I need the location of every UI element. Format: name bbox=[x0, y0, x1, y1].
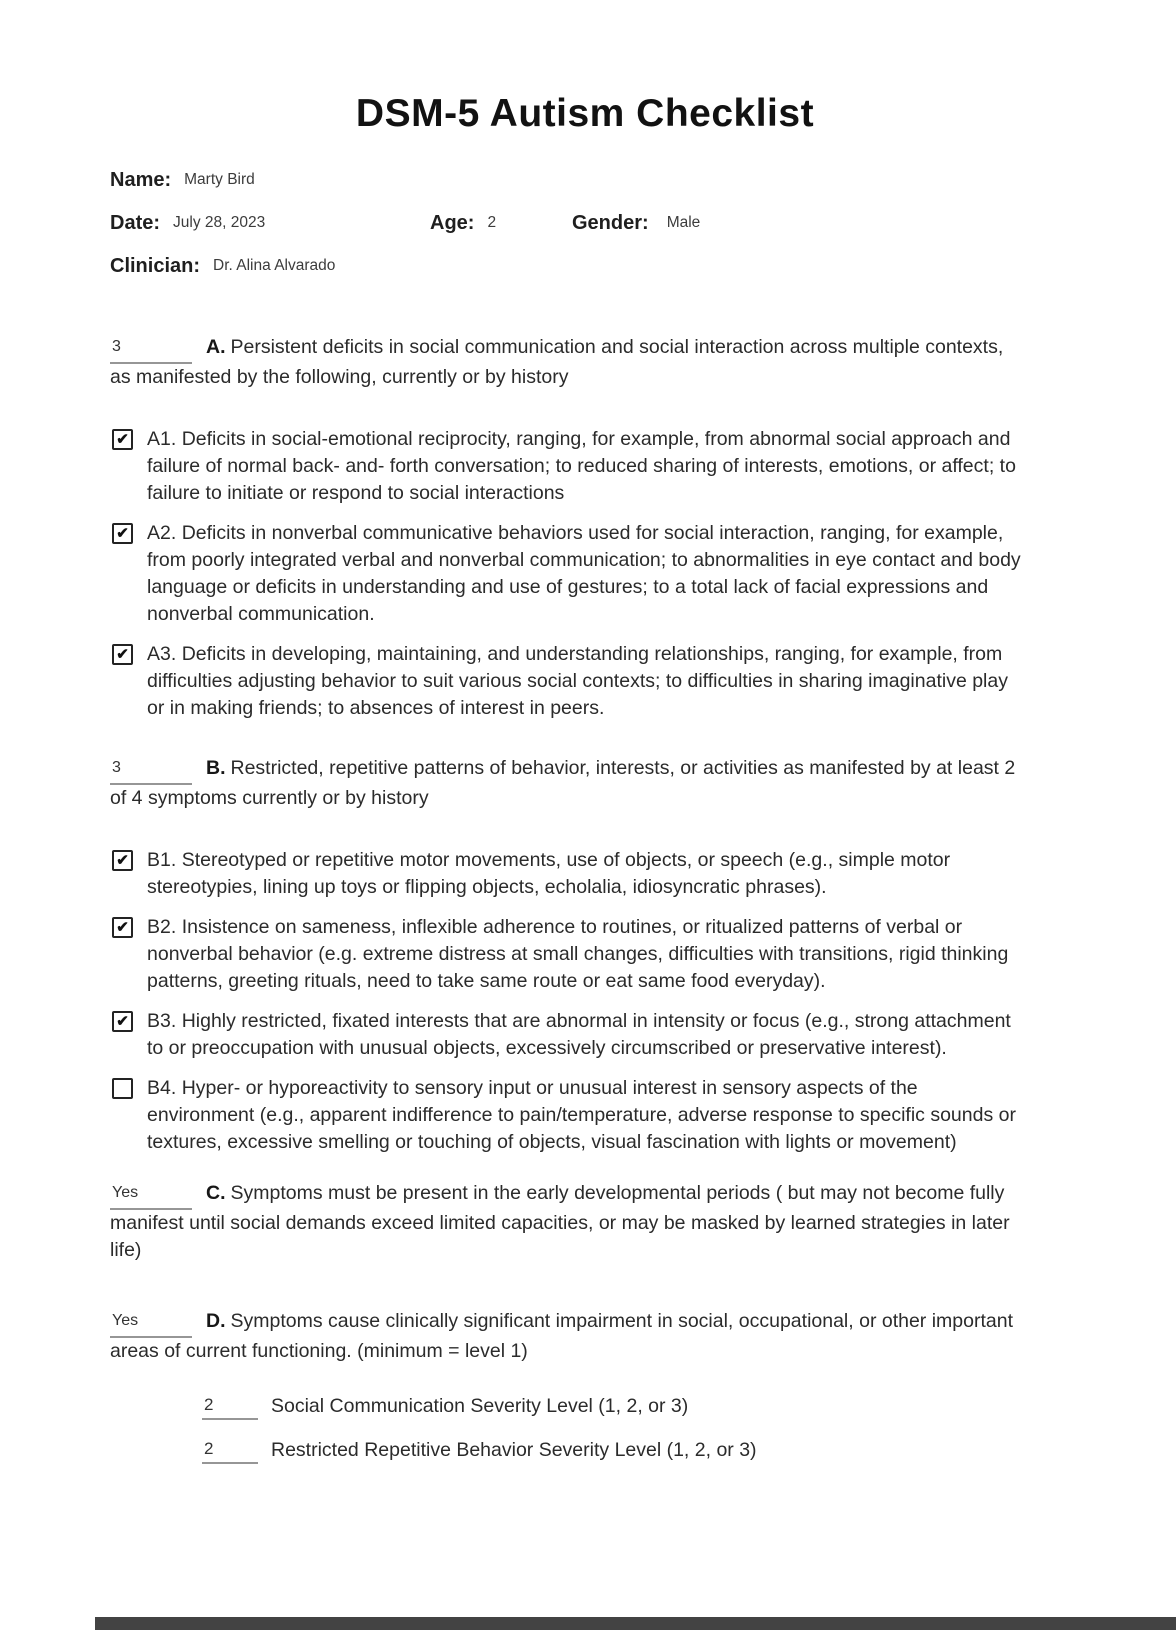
criterion-b1-id: B1. bbox=[147, 849, 177, 871]
section-d-answer: Yes bbox=[112, 1312, 139, 1329]
social-communication-severity-blank[interactable] bbox=[202, 1395, 258, 1420]
section-c-answer-blank[interactable] bbox=[110, 1180, 192, 1210]
section-a-score-blank[interactable] bbox=[110, 334, 192, 364]
section-a-heading bbox=[110, 334, 1022, 391]
clinician-row bbox=[110, 255, 1100, 278]
criterion-a1-id: A1. bbox=[147, 428, 177, 450]
gender-label: Gender: bbox=[572, 212, 649, 234]
section-a-text: Persistent deficits in social communication and social interaction across multiple contexts, as manifested by the following, currently or by history bbox=[110, 336, 1004, 388]
date-label: Date: bbox=[110, 212, 161, 234]
section-c-letter: C. bbox=[206, 1182, 226, 1204]
age-value[interactable]: 2 bbox=[487, 214, 497, 231]
bottom-dark-bar bbox=[95, 1617, 1176, 1630]
social-communication-severity-label: Social Communication Severity Level (1, 2, or 3) bbox=[271, 1395, 689, 1417]
checkbox-b3[interactable]: ✔ bbox=[112, 1011, 133, 1032]
criterion-b4 bbox=[110, 1075, 1022, 1156]
criterion-b3-text bbox=[147, 1008, 1021, 1062]
criterion-a2-id: A2. bbox=[147, 522, 177, 544]
clinician-label: Clinician: bbox=[110, 255, 201, 277]
criterion-a3-id: A3. bbox=[147, 643, 177, 665]
checkbox-b4[interactable] bbox=[112, 1078, 133, 1099]
criterion-b2 bbox=[110, 914, 1022, 995]
section-a-score: 3 bbox=[112, 338, 121, 355]
section-c-answer: Yes bbox=[112, 1184, 139, 1201]
criterion-b4-body: Hyper- or hyporeactivity to sensory input or unusual interest in sensory aspects of the environment (e.g., apparent indifference to pain/temperature, adverse response to specific sounds or textures, excessive smelling or touching of objects, visual fascination with lights or movement) bbox=[147, 1077, 1016, 1153]
section-b-heading bbox=[110, 755, 1022, 812]
section-d-letter: D. bbox=[206, 1310, 226, 1332]
restricted-behavior-severity-score: 2 bbox=[204, 1439, 214, 1458]
clinician-value[interactable]: Dr. Alina Alvarado bbox=[213, 257, 336, 274]
page-title: DSM-5 Autism Checklist bbox=[355, 92, 815, 135]
criterion-a2-text bbox=[147, 520, 1021, 628]
name-value[interactable]: Marty Bird bbox=[184, 171, 255, 188]
section-b-score: 3 bbox=[112, 759, 121, 776]
gender-value[interactable]: Male bbox=[666, 214, 701, 231]
section-b-letter: B. bbox=[206, 757, 226, 779]
criterion-b4-text bbox=[147, 1075, 1021, 1156]
checkbox-a2[interactable]: ✔ bbox=[112, 523, 133, 544]
section-d-answer-blank[interactable] bbox=[110, 1308, 192, 1338]
checkbox-b2[interactable]: ✔ bbox=[112, 917, 133, 938]
date-age-gender-row bbox=[110, 212, 1100, 235]
restricted-behavior-severity-row bbox=[202, 1439, 1100, 1464]
criterion-a3-body: Deficits in developing, maintaining, and understanding relationships, ranging, for example, from difficulties adjusting behavior to suit various social contexts; to difficulties in sharing imaginative play or in making friends; to absences of interest in peers. bbox=[147, 643, 1008, 719]
criterion-b3 bbox=[110, 1008, 1022, 1062]
criterion-b3-body: Highly restricted, fixated interests that are abnormal in intensity or focus (e.g., strong attachment to or preoccupation with unusual objects, excessively circumscribed or preservative interest). bbox=[147, 1010, 1011, 1059]
checkbox-a1[interactable]: ✔ bbox=[112, 429, 133, 450]
criterion-b1-text bbox=[147, 847, 1021, 901]
criterion-a1 bbox=[110, 426, 1022, 507]
criterion-b3-id: B3. bbox=[147, 1010, 177, 1032]
section-b-score-blank[interactable] bbox=[110, 755, 192, 785]
social-communication-severity-row bbox=[202, 1395, 1100, 1420]
gender-cell bbox=[572, 212, 700, 234]
criterion-a1-body: Deficits in social-emotional reciprocity, ranging, for example, from abnormal social approach and failure of normal back- and- forth conversation; to reduced sharing of interests, emotions, or affect; to failure to initiate or respond to social interactions bbox=[147, 428, 1016, 504]
section-d-heading bbox=[110, 1308, 1022, 1365]
criterion-b1-body: Stereotyped or repetitive motor movements, use of objects, or speech (e.g., simple motor stereotypies, lining up toys or flipping objects, echolalia, idiosyncratic phrases). bbox=[147, 849, 951, 898]
section-d-text: Symptoms cause clinically significant impairment in social, occupational, or other important areas of current functioning. (minimum = level 1) bbox=[110, 1310, 1014, 1362]
section-c-text: Symptoms must be present in the early developmental periods ( but may not become fully manifest until social demands exceed limited capacities, or may be masked by learned strategies in later life) bbox=[110, 1182, 1010, 1261]
section-b-text: Restricted, repetitive patterns of behavior, interests, or activities as manifested by at least 2 of 4 symptoms currently or by history bbox=[110, 757, 1016, 809]
restricted-behavior-severity-label: Restricted Repetitive Behavior Severity Level (1, 2, or 3) bbox=[271, 1439, 757, 1461]
criterion-a1-text bbox=[147, 426, 1021, 507]
age-cell bbox=[430, 212, 572, 235]
section-c-heading bbox=[110, 1180, 1022, 1264]
section-a-letter: A. bbox=[206, 336, 226, 358]
criterion-b2-id: B2. bbox=[147, 916, 177, 938]
criterion-a3-text bbox=[147, 641, 1021, 722]
checkbox-b1[interactable]: ✔ bbox=[112, 850, 133, 871]
date-cell bbox=[110, 212, 430, 235]
criterion-a2 bbox=[110, 520, 1022, 628]
name-label: Name: bbox=[110, 169, 172, 191]
date-value[interactable]: July 28, 2023 bbox=[173, 214, 266, 231]
criterion-b4-id: B4. bbox=[147, 1077, 177, 1099]
social-communication-severity-score: 2 bbox=[204, 1395, 214, 1414]
criterion-a2-body: Deficits in nonverbal communicative behaviors used for social interaction, ranging, for example, from poorly integrated verbal and nonverbal communication; to abnormalities in eye contact and body language or deficits in understanding and use of gestures; to a total lack of facial expressions and nonverbal communication. bbox=[147, 522, 1021, 625]
criterion-b2-body: Insistence on sameness, inflexible adherence to routines, or ritualized patterns of verbal or nonverbal behavior (e.g. extreme distress at small changes, difficulties with transitions, rigid thinking patterns, greeting rituals, need to take same route or eat same food everyday). bbox=[147, 916, 1009, 992]
restricted-behavior-severity-blank[interactable] bbox=[202, 1439, 258, 1464]
checkbox-a3[interactable]: ✔ bbox=[112, 644, 133, 665]
age-label: Age: bbox=[430, 212, 475, 234]
name-row bbox=[110, 169, 1100, 192]
criterion-a3 bbox=[110, 641, 1022, 722]
criterion-b2-text bbox=[147, 914, 1021, 995]
criterion-b1 bbox=[110, 847, 1022, 901]
